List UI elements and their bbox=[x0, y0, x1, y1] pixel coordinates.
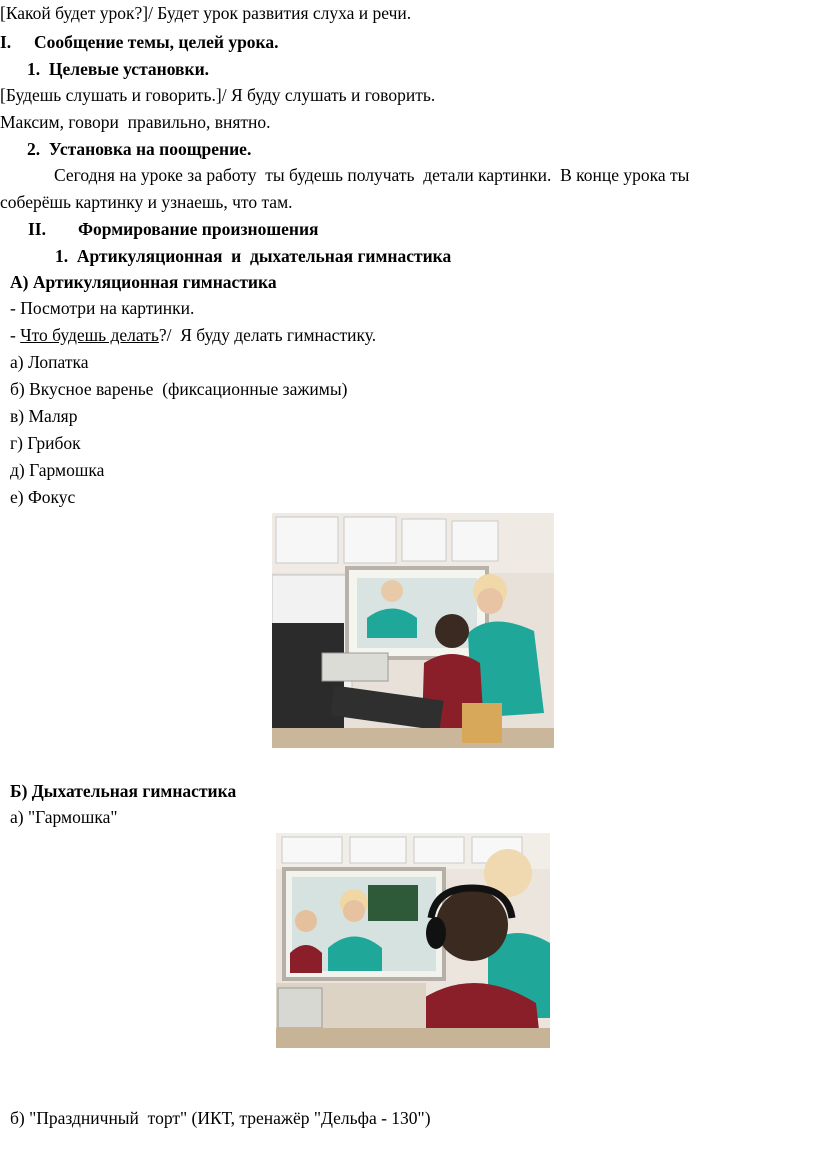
underlined-question: Что будешь делать bbox=[20, 325, 159, 345]
intro-line: [Какой будет урок?]/ Будет урок развития слуха и речи. bbox=[0, 3, 412, 23]
subsection-b-title: Б) Дыхательная гимнастика bbox=[10, 781, 237, 801]
dash: - bbox=[10, 325, 21, 345]
list-item: - Посмотри на картинки. bbox=[10, 298, 195, 318]
subsection-1-2: 2. Установка на поощрение. bbox=[27, 139, 252, 159]
subsection-1-1: 1. Целевые установки. bbox=[27, 59, 210, 79]
section-2-number: II. bbox=[28, 219, 46, 239]
list-item: а) Лопатка bbox=[10, 352, 89, 372]
paragraph-line-1: Сегодня на уроке за работу ты будешь получать детали картинки. В конце урока ты bbox=[54, 165, 690, 185]
question-line bbox=[10, 324, 376, 346]
subsection-a-title: А) Артикуляционная гимнастика bbox=[10, 272, 277, 292]
list-item: б) "Праздничный торт" (ИКТ, тренажёр "Дельфа - 130") bbox=[10, 1108, 431, 1128]
goal-line: [Будешь слушать и говорить.]/ Я буду слушать и говорить. bbox=[0, 85, 436, 105]
list-item: г) Грибок bbox=[10, 433, 81, 453]
instruction-line: Максим, говори правильно, внятно. bbox=[0, 112, 271, 132]
list-item: а) "Гармошка" bbox=[10, 807, 118, 827]
classroom-photo-1 bbox=[272, 513, 554, 748]
list-item: е) Фокус bbox=[10, 487, 76, 507]
paragraph-line-2: соберёшь картинку и узнаешь, что там. bbox=[0, 192, 293, 212]
list-item: б) Вкусное варенье (фиксационные зажимы) bbox=[10, 379, 348, 399]
section-2-title: Формирование произношения bbox=[78, 219, 319, 239]
list-item: д) Гармошка bbox=[10, 460, 105, 480]
section-1-number: I. bbox=[0, 32, 12, 52]
list-item: в) Маляр bbox=[10, 406, 78, 426]
subsection-2-1: 1. Артикуляционная и дыхательная гимнастика bbox=[55, 246, 452, 266]
answer-text: ?/ Я буду делать гимнастику. bbox=[158, 325, 377, 345]
classroom-photo-2 bbox=[276, 833, 550, 1048]
section-1-title: Сообщение темы, целей урока. bbox=[34, 32, 279, 52]
